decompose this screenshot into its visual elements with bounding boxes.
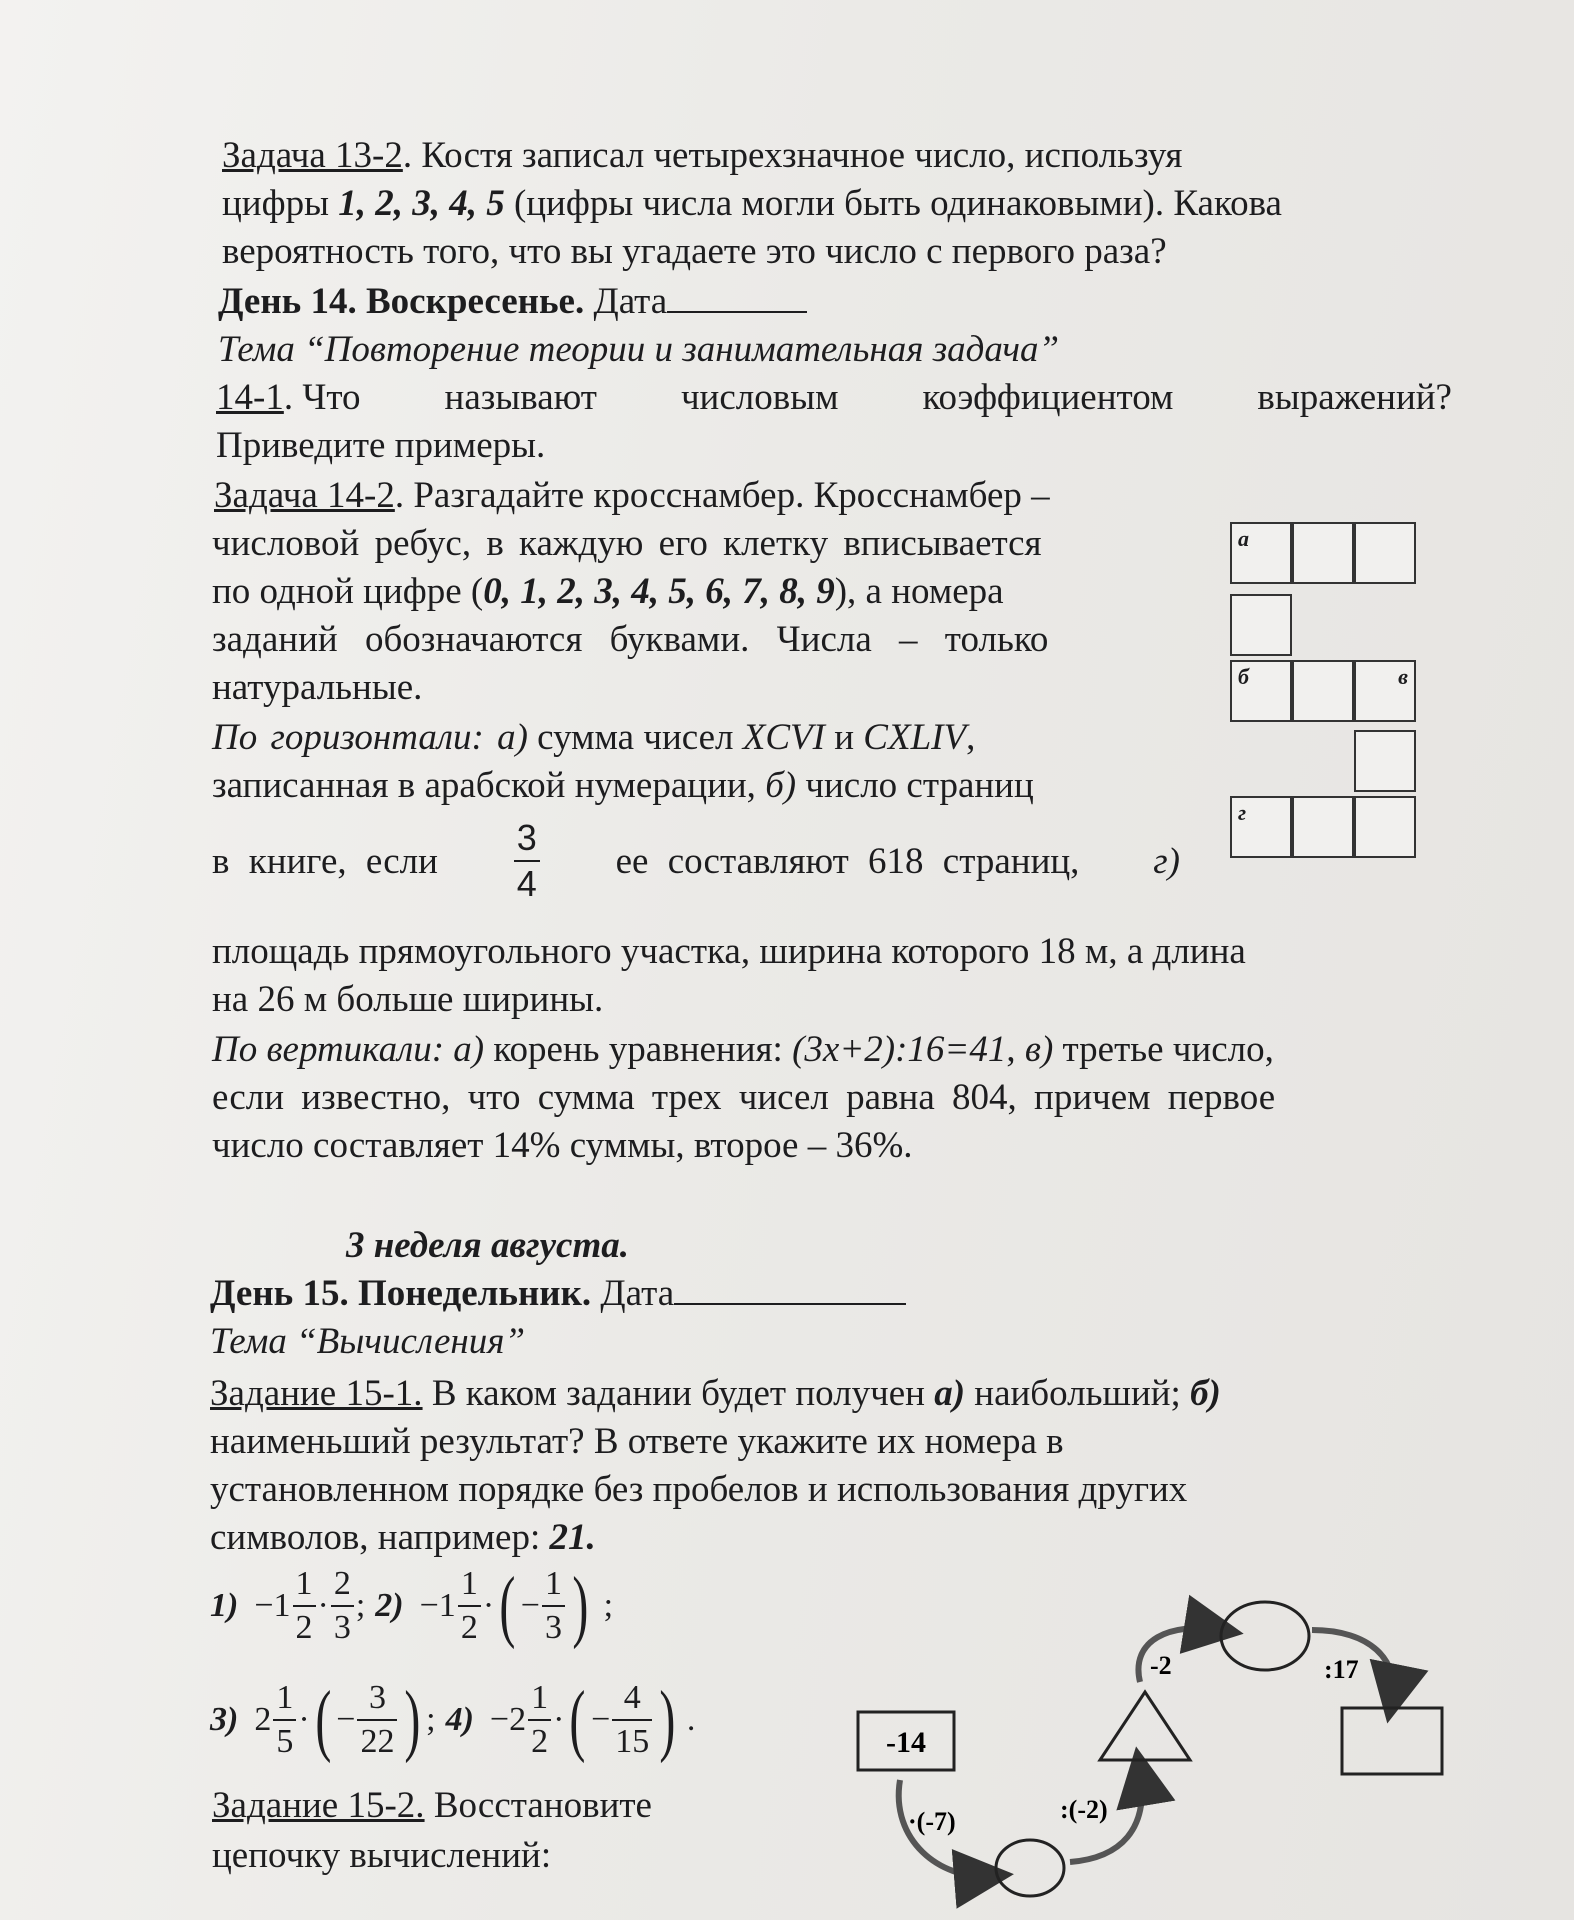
text: , [966, 717, 976, 758]
date-label: Дата [584, 281, 668, 322]
cell-label-b: б [1238, 664, 1249, 689]
fraction: $\frac{1}{5}$ [273, 1681, 296, 1759]
text: цифры [222, 183, 339, 224]
item-number: 1) [210, 1587, 239, 1624]
date-label: Дата [591, 1273, 675, 1314]
operation-label: -2 [1150, 1651, 1172, 1680]
text: . Разгадайте кросснамбер. Кросснамбер – [394, 475, 1050, 516]
crossnumber-cell[interactable] [1230, 594, 1292, 656]
fraction: $\frac{1}{3}$ [542, 1567, 565, 1645]
task-15-1-line2: наименьший результат? В ответе укажите их номера в [210, 1421, 1064, 1462]
task-14-1-line2: Приведите примеры. [216, 425, 546, 466]
day-15-theme: Тема “Вычисления” [210, 1321, 526, 1362]
digits: 0, 1, 2, 3, 4, 5, 6, 7, 8, 9 [483, 571, 835, 612]
separator: ; [426, 1701, 436, 1738]
expressions-row-2: 3) 2 $\frac{1}{5}$ · ( − $\frac{3}{22}$ ) ; 4) −2 $\frac{1}{2}$ · ( − $\frac{4}{15}$ ) . [210, 1676, 696, 1764]
start-value: -14 [886, 1726, 926, 1759]
task-14-1-line1 [216, 374, 1452, 422]
day-14-theme: Тема “Повторение теории и занимательная задача” [218, 329, 1060, 370]
task-14-2-line5: натуральные. [212, 667, 423, 708]
crossnumber-cell[interactable] [1230, 522, 1292, 584]
expressions-row-1: 1) −1 $\frac{1}{2}$ · $\frac{2}{3}$ ; 2) −1 $\frac{1}{2}$ · ( − $\frac{1}{3}$ ) ; [210, 1562, 614, 1650]
separator: ; [355, 1587, 366, 1624]
text: Восстановите [424, 1785, 652, 1826]
task-14-2-line2: числовой ребус, в каждую его клетку вписывается [212, 523, 1042, 564]
text: корень уравнения: [484, 1029, 793, 1070]
item-number: 2) [375, 1587, 404, 1624]
area-clue-line1: площадь прямоугольного участка, ширина которого 18 м, а длина [212, 931, 1246, 972]
text: (цифры числа могли быть одинаковыми). Какова [504, 183, 1282, 224]
task-13-2-text: . Костя записал четырехзначное число, используя [402, 135, 1183, 176]
operation-label: :17 [1324, 1655, 1359, 1684]
crossnumber-cell[interactable] [1292, 522, 1354, 584]
separator: ; [603, 1587, 614, 1624]
blank-circle[interactable] [1221, 1602, 1309, 1670]
text: записанная в арабской нумерации, [212, 765, 766, 806]
vertical-clue-line2: если известно, что сумма трех чисел равна 804, причем первое [212, 1077, 1276, 1118]
item-number: 3) [210, 1701, 239, 1738]
crossnumber-cell[interactable] [1354, 660, 1416, 722]
blank-triangle[interactable] [1100, 1692, 1190, 1760]
fraction: $\frac{1}{2}$ [458, 1567, 481, 1645]
word: выражений? [1257, 377, 1452, 418]
horizontal-label: По горизонтали: а) [212, 717, 528, 758]
clue-label: в) [1024, 1029, 1054, 1070]
text: и [824, 717, 864, 758]
day-title: День 15. Понедельник. [210, 1273, 592, 1314]
item-number: 4) [445, 1701, 474, 1738]
crossnumber-cell[interactable] [1292, 660, 1354, 722]
clue-label: б) [765, 765, 797, 806]
word: называют [444, 377, 597, 418]
text: по одной цифре ( [212, 571, 484, 612]
operation-label: ·(-7) [908, 1807, 956, 1836]
crossnumber-cell[interactable] [1354, 522, 1416, 584]
blank-box[interactable] [1342, 1708, 1442, 1774]
fraction: $\frac{1}{2}$ [528, 1681, 551, 1759]
text: наибольший; [965, 1373, 1191, 1414]
separator: . [686, 1701, 696, 1738]
date-blank [667, 281, 807, 313]
numerator: 3 [516, 817, 537, 858]
task-13-2-line3: вероятность того, что вы угадаете это число с первого раза? [222, 231, 1167, 272]
text: ее составляют 618 страниц, [615, 840, 1080, 882]
example-answer: 21. [549, 1517, 596, 1558]
equation: (3x+2):16=41 [792, 1029, 1007, 1070]
task-15-1-line3: установленном порядке без пробелов и использования других [210, 1469, 1188, 1510]
text: В каком задании будет получен [422, 1373, 935, 1414]
date-blank [674, 1273, 906, 1305]
vertical-clue-line3: число составляет 14% суммы, второе – 36%. [212, 1125, 913, 1166]
text: третье число, [1053, 1029, 1274, 1070]
clue-label: а) [934, 1373, 966, 1414]
task-14-2-label: Задача 14-2 [214, 475, 395, 516]
week-heading: 3 неделя августа. [346, 1225, 630, 1266]
cell-label-a: а [1238, 526, 1249, 551]
blank-circle[interactable] [996, 1840, 1064, 1896]
crossnumber-cell[interactable] [1292, 796, 1354, 858]
text: сумма чисел [527, 717, 743, 758]
horizontal-clue-line1 [212, 714, 975, 762]
clue-label: г) [1153, 840, 1180, 882]
crossnumber-cell[interactable] [1230, 796, 1292, 858]
task-14-2-line1 [214, 472, 1050, 520]
crossnumber-cell[interactable] [1354, 796, 1416, 858]
fraction: $\frac{1}{2}$ [293, 1567, 316, 1645]
horizontal-clue-line2 [212, 762, 1034, 810]
fraction: $\frac{2}{3}$ [331, 1567, 354, 1645]
crossnumber-cell[interactable] [1230, 660, 1292, 722]
task-13-2-label: Задача 13-2 [222, 135, 403, 176]
text: символов, например: [210, 1517, 550, 1558]
area-clue-line2: на 26 м больше ширины. [212, 979, 604, 1020]
task-13-2-line2 [222, 180, 1282, 228]
vertical-clue-line1 [212, 1026, 1274, 1074]
text: число страниц [796, 765, 1034, 806]
word: коэффициентом [922, 377, 1174, 418]
task-15-1-line1 [210, 1370, 1221, 1418]
roman-number: CXLIV [863, 717, 967, 758]
text: , [1006, 1029, 1025, 1070]
horizontal-clue-line3 [212, 817, 1180, 904]
text: ), а номера [834, 571, 1004, 612]
operation-label: :(-2) [1060, 1795, 1108, 1824]
vertical-label: По вертикали: а) [212, 1029, 485, 1070]
crossnumber-cell[interactable] [1354, 730, 1416, 792]
fraction-three-quarters [514, 817, 540, 904]
day-title: День 14. Воскресенье. [218, 281, 585, 322]
text: в книге, если [212, 840, 438, 882]
task-14-2-line4: заданий обозначаются буквами. Числа – только [212, 619, 1049, 660]
task-14-2-line3 [212, 568, 1004, 616]
day-14-heading [218, 278, 807, 326]
fraction: $\frac{3}{22}$ [357, 1681, 397, 1759]
day-15-heading [210, 1270, 906, 1318]
task-15-2-label: Задание 15-2. [212, 1785, 425, 1826]
task-15-2-line1 [212, 1782, 652, 1830]
task-13-2-line1 [222, 132, 1450, 180]
task-15-1-line4 [210, 1514, 596, 1562]
denominator: 4 [514, 860, 540, 902]
task-15-2-line2: цепочку вычислений: [212, 1835, 552, 1876]
task-15-1-label: Задание 15-1. [210, 1373, 423, 1414]
word: . Что [283, 377, 361, 418]
cell-label-g: г [1238, 800, 1247, 825]
digits: 1, 2, 3, 4, 5 [338, 183, 505, 224]
clue-label: б) [1190, 1373, 1221, 1414]
fraction: $\frac{4}{15}$ [612, 1681, 652, 1759]
calculation-chain-diagram [840, 1590, 1460, 1910]
cell-label-v: в [1398, 664, 1408, 689]
task-14-1-label: 14-1 [216, 377, 284, 418]
word: числовым [680, 377, 839, 418]
roman-number: XCVI [742, 717, 825, 758]
